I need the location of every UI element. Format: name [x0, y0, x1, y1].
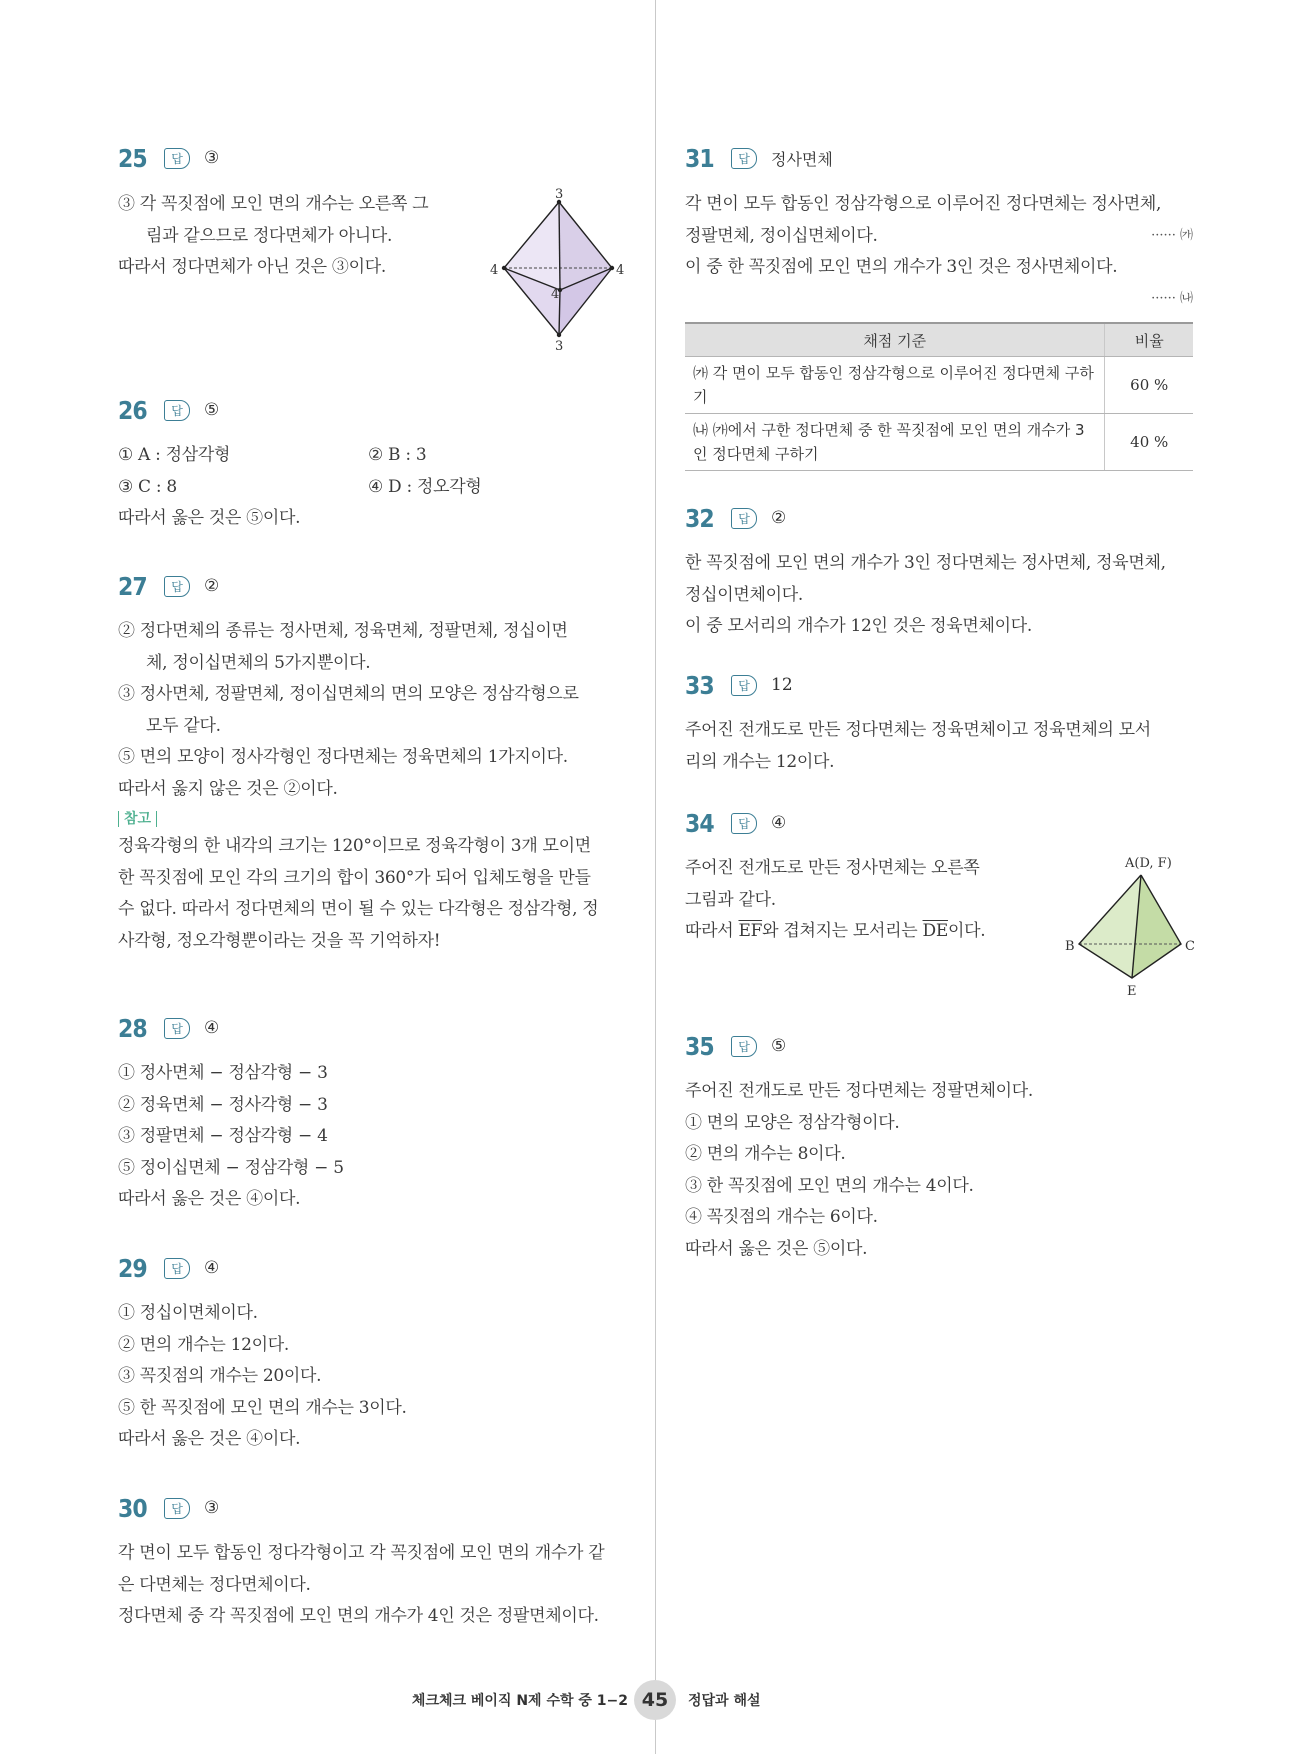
- solution-line: ⑤ 면의 모양이 정사각형인 정다면체는 정육면체의 1가지이다.: [118, 747, 568, 767]
- solution-text: [118, 616, 628, 957]
- problem-number: 25: [118, 143, 147, 173]
- problem-number: 26: [118, 395, 147, 425]
- problem-30: [118, 1490, 628, 1633]
- solution-text: [118, 1058, 628, 1216]
- solution-line: ② 정육면체 − 정사각형 − 3: [118, 1094, 328, 1115]
- problem-header: [685, 805, 1193, 841]
- vertex-label: E: [1127, 984, 1137, 999]
- problem-35: [685, 1028, 1193, 1265]
- note-line: 정육각형의 한 내각의 크기는 120°이므로 정육각형이 3개 모이면: [118, 836, 591, 856]
- solution-text: [685, 189, 1193, 314]
- answer-value: ④: [204, 1258, 220, 1278]
- answer-value: 12: [771, 675, 793, 695]
- vertex-label: C: [1185, 939, 1195, 954]
- problem-number: 35: [685, 1031, 714, 1061]
- answer-badge: 답: [731, 1036, 757, 1057]
- table-header: 비율: [1105, 323, 1193, 357]
- answer-badge: 답: [731, 813, 757, 834]
- solution-line: ③ 정팔면체 − 정삼각형 − 4: [118, 1126, 328, 1146]
- answer-badge: 답: [731, 508, 757, 529]
- table-cell-ratio: 60 %: [1105, 357, 1193, 414]
- answer-value: ②: [204, 576, 220, 596]
- column-divider: [655, 0, 656, 1754]
- solution-line: 따라서 옳은 것은 ⑤이다.: [685, 1238, 868, 1259]
- answer-badge: 답: [731, 148, 757, 169]
- solution-line: 체, 정이십면체의 5가지뿐이다.: [146, 652, 371, 673]
- vertex-label: 3: [555, 339, 564, 354]
- answer-badge: 답: [164, 1258, 190, 1279]
- problem-number: 30: [118, 1493, 147, 1523]
- solution-line: 한 꼭짓점에 모인 면의 개수가 3인 정다면체는 정사면체, 정육면체,: [685, 553, 1166, 573]
- page-footer: [0, 1680, 1300, 1720]
- problem-header: [118, 568, 628, 604]
- problem-number: 29: [118, 1253, 147, 1283]
- section-title: 정답과 해설: [688, 1693, 761, 1709]
- step-marker: ······ ㈏: [1151, 290, 1193, 306]
- solution-text: [685, 548, 1193, 643]
- solution-line: ① 정사면체 − 정삼각형 − 3: [118, 1063, 328, 1083]
- answer-value: ③: [204, 148, 220, 168]
- note-line: 사각형, 정오각형뿐이라는 것을 꼭 기억하자!: [118, 930, 441, 951]
- solution-line: 주어진 전개도로 만든 정다면체는 정육면체이고 정육면체의 모서: [685, 720, 1151, 740]
- vertex-label: 4: [616, 263, 625, 278]
- problem-header: [118, 392, 628, 428]
- solution-line: 따라서 옳은 것은 ④이다.: [118, 1429, 301, 1449]
- problem-number: 34: [685, 808, 714, 838]
- answer-badge: 답: [164, 576, 190, 597]
- solution-line: ② 면의 개수는 8이다.: [685, 1144, 846, 1164]
- segment-ef: $\overline{EF}$: [738, 921, 763, 941]
- answer-value: 정사면체: [771, 149, 833, 169]
- solution-line: 각 면이 모두 합동인 정다각형이고 각 꼭짓점에 모인 면의 개수가 같: [118, 1543, 605, 1563]
- solution-line: ③ 정사면체, 정팔면체, 정이십면체의 면의 모양은 정삼각형으로: [118, 684, 579, 704]
- solution-line: 모두 같다.: [146, 715, 221, 736]
- table-header: 채점 기준: [685, 323, 1105, 357]
- problem-header: [118, 1490, 628, 1526]
- note-label: 참고: [118, 811, 157, 827]
- solution-line: ① 면의 모양은 정삼각형이다.: [685, 1112, 900, 1133]
- note-line: 한 꼭짓점에 모인 각의 크기의 합이 360°가 되어 입체도형을 만들: [118, 867, 591, 888]
- table-cell-ratio: 40 %: [1105, 414, 1193, 471]
- triangular-bipyramid-figure: [480, 187, 630, 354]
- page-number: 45: [634, 1680, 676, 1720]
- vertex-label: A(D, F): [1125, 856, 1172, 871]
- problem-header: [118, 1250, 628, 1286]
- vertex-label: 4: [551, 287, 560, 302]
- table-cell-criterion: ㈎ 각 면이 모두 합동인 정삼각형으로 이루어진 정다면체 구하기: [685, 357, 1105, 414]
- problem-header: [685, 140, 1193, 176]
- answer-value: ②: [771, 508, 787, 528]
- problem-number: 31: [685, 143, 714, 173]
- vertex-label: B: [1065, 939, 1075, 954]
- solution-line: ③ 꼭짓점의 개수는 20이다.: [118, 1366, 322, 1386]
- problem-header: [685, 667, 1193, 703]
- solution-line: 정십이면체이다.: [685, 584, 803, 605]
- problem-26: [118, 392, 628, 535]
- solution-line: ⑤ 한 꼭짓점에 모인 면의 개수는 3이다.: [118, 1397, 407, 1418]
- problem-29: [118, 1250, 628, 1456]
- solution-text: [118, 1298, 628, 1456]
- problem-32: [685, 500, 1193, 643]
- vertex-label: 4: [490, 263, 499, 278]
- solution-line: 이 중 한 꼭짓점에 모인 면의 개수가 3인 것은 정사면체이다.: [685, 257, 1118, 277]
- step-marker: ······ ㈎: [1151, 227, 1193, 243]
- book-title: 체크체크 베이직 N제 수학 중 1−2: [411, 1693, 628, 1709]
- solution-line: 리의 개수는 12이다.: [685, 751, 835, 772]
- solution-line: ② 정다면체의 종류는 정사면체, 정육면체, 정팔면체, 정십이면: [118, 621, 568, 641]
- answer-value: ③: [204, 1498, 220, 1518]
- problem-header: [685, 500, 1193, 536]
- solution-line: 따라서 옳지 않은 것은 ②이다.: [118, 778, 338, 799]
- solution-line: 은 다면체는 정다면체이다.: [118, 1574, 311, 1595]
- solution-line: ③ 각 꼭짓점에 모인 면의 개수는 오른쪽 그: [118, 194, 429, 214]
- problem-number: 27: [118, 571, 147, 601]
- problem-header: [685, 1028, 1193, 1064]
- solution-line: 이 중 모서리의 개수가 12인 것은 정육면체이다.: [685, 616, 1032, 636]
- solution-line: 정팔면체, 정이십면체이다.: [685, 225, 878, 246]
- answer-value: ④: [204, 1018, 220, 1038]
- solution-line: 따라서 정다면체가 아닌 것은 ③이다.: [118, 257, 386, 277]
- answer-value: ④: [771, 813, 787, 833]
- solution-line: ⑤ 정이십면체 − 정삼각형 − 5: [118, 1157, 344, 1178]
- tetrahedron-figure: [1055, 850, 1205, 1000]
- solution-line: 그림과 같다.: [685, 889, 776, 910]
- table-row: [685, 414, 1193, 471]
- problem-header: [118, 1010, 628, 1046]
- solution-line: ① 정십이면체이다.: [118, 1303, 258, 1323]
- answer-badge: 답: [731, 675, 757, 696]
- problem-31: [685, 140, 1193, 314]
- vertex-label: 3: [555, 187, 564, 202]
- answer-badge: 답: [164, 400, 190, 421]
- solution-line: 주어진 전개도로 만든 정사면체는 오른쪽: [685, 858, 980, 878]
- answer-badge: 답: [164, 1498, 190, 1519]
- answer-value: ⑤: [771, 1036, 787, 1056]
- problem-27: [118, 568, 628, 957]
- problem-number: 28: [118, 1013, 147, 1043]
- problem-number: 32: [685, 503, 714, 533]
- scoring-table: [685, 322, 1193, 471]
- solution-item: ① A : 정삼각형: [118, 445, 231, 465]
- solution-line: 각 면이 모두 합동인 정삼각형으로 이루어진 정다면체는 정사면체,: [685, 194, 1162, 214]
- solution-item: ② B : 3: [368, 445, 427, 465]
- solution-text: [118, 440, 628, 535]
- solution-line: ③ 한 꼭짓점에 모인 면의 개수는 4이다.: [685, 1175, 974, 1196]
- solution-line: 따라서 옳은 것은 ⑤이다.: [118, 508, 301, 528]
- answer-value: ⑤: [204, 400, 220, 420]
- solution-item: ④ D : 정오각형: [368, 476, 482, 497]
- problem-number: 33: [685, 670, 714, 700]
- solution-line: 따라서 $\overline{EF}$와 겹쳐지는 모서리는 $\overline{DE}$이다.: [685, 921, 986, 941]
- problem-33: [685, 667, 1193, 778]
- problem-28: [118, 1010, 628, 1216]
- solution-text: [118, 1538, 628, 1633]
- problem-header: [118, 140, 628, 176]
- solution-line: 주어진 전개도로 만든 정다면체는 정팔면체이다.: [685, 1081, 1033, 1101]
- solution-item: ③ C : 8: [118, 476, 177, 497]
- table-row: [685, 357, 1193, 414]
- answer-badge: 답: [164, 148, 190, 169]
- note-line: 수 없다. 따라서 정다면체의 면이 될 수 있는 다각형은 정삼각형, 정: [118, 899, 599, 919]
- solution-text: [685, 1076, 1193, 1265]
- solution-line: 정다면체 중 각 꼭짓점에 모인 면의 개수가 4인 것은 정팔면체이다.: [118, 1606, 599, 1626]
- solution-line: 림과 같으므로 정다면체가 아니다.: [146, 225, 393, 246]
- segment-de: $\overline{DE}$: [922, 921, 948, 941]
- answer-badge: 답: [164, 1018, 190, 1039]
- solution-line: ② 면의 개수는 12이다.: [118, 1334, 290, 1355]
- solution-line: ④ 꼭짓점의 개수는 6이다.: [685, 1207, 878, 1227]
- table-cell-criterion: ㈏ ㈎에서 구한 정다면체 중 한 꼭짓점에 모인 면의 개수가 3인 정다면체 구하기: [685, 414, 1105, 471]
- solution-text: [685, 715, 1193, 778]
- solution-line: 따라서 옳은 것은 ④이다.: [118, 1189, 301, 1209]
